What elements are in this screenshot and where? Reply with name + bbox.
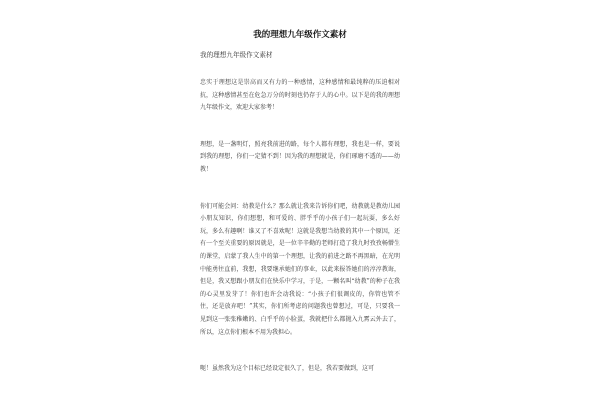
document-title: 我的理想九年级作文素材 xyxy=(253,30,347,40)
document-subtitle: 我的理想九年级作文素材 xyxy=(200,51,273,59)
paragraph-ideal: 理想，是一盏明灯，照亮我前进的路，每个人都有理想，我也是一样，要说到我的理想，你们一定猜不到！因为我的理想就是，你们琢磨不透的——幼教！ xyxy=(200,140,400,173)
paragraph-kindergarten-teacher: 你们可能会问：幼教是什么？那么就让我来告诉你们吧，幼教就是教幼儿园小朋友知识，你们想想，和可爱的、胖乎乎的小孩子们一起玩耍，多么好玩，多么有趣啊！谁又了不喜欢呢！这就是我想当幼教的其中一个原因，还有一个至关重要的原因就是，是一位辛辛勤的老师打造了我九时孜孜畅懵生的课堂，启蒙了我人生中的第一个理想，让我的前进之路不再黑暗，在光明中能勇往直前，我想，我要继承她们的事业，以此来报答她们的淳淳教诲，但是，我又想跟小朋友们在快乐中学习，于是，一颗名叫“幼教”的种子在我的心灵里发芽了！你们也许会动我说：“小孩子们很调皮的，你管也管不住，还是放弃吧！”其实，你们所考虑的问题我也曾想过，可是，只要我一见到这一张张稚嫩的、白乎乎的小脸蛋，我就把什么都抛入九霄云外去了，所以，这点你们根本不用为我担心。 xyxy=(200,202,400,336)
document-body xyxy=(200,30,400,376)
paragraph-intro: 忠实于理想这是崇高而又有力的一种感情，这种感情和最纯粹的压迫相对抗，这种感情甚至在危急万分的时刻也仍存于人的心中。以下是的我的理想九年级作文，欢迎大家参考！ xyxy=(200,79,400,112)
paragraph-goal: 呃！虽然我为这个目标已经设定很久了，但是，我若要做到，这可 xyxy=(200,365,375,373)
